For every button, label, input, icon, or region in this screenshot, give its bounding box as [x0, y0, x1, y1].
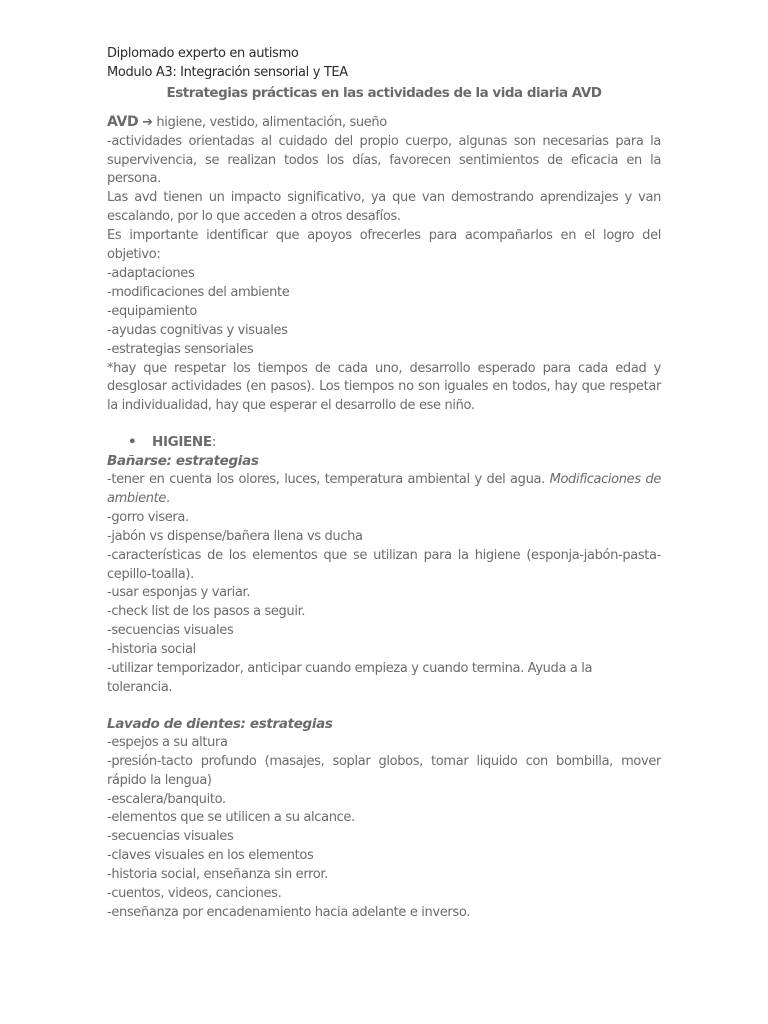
- arrow-icon: ➔: [142, 114, 153, 130]
- bath-item: -gorro visera.: [107, 509, 189, 525]
- bath-item: -check list de los pasos a seguir.: [107, 604, 306, 620]
- bath-item: -secuencias visuales: [107, 623, 234, 639]
- support-item: -adaptaciones: [107, 265, 195, 281]
- note-paragraph: *hay que respetar los tiempos de cada uno, desarrollo esperado para cada edad y desglosar actividades (en pasos). Los tiempos no son iguales en todos, hay que respetar la individualidad, hay que esperar el desarrollo de ese niño.: [107, 360, 661, 414]
- support-item: -ayudas cognitivas y visuales: [107, 322, 288, 338]
- teeth-item: -claves visuales en los elementos: [107, 848, 314, 864]
- avd-line: [107, 113, 661, 133]
- module-name: Modulo A3: Integración sensorial y TEA: [107, 64, 348, 80]
- bullet-icon: •: [128, 434, 137, 451]
- teeth-item: -escalera/banquito.: [107, 791, 226, 807]
- bath-item-italic: Modificaciones de ambiente: [107, 472, 661, 506]
- document-body: [107, 45, 661, 923]
- intro-paragraph: Es importante identificar que apoyos ofrecerles para acompañarlos en el logro del objetivo:: [107, 228, 661, 263]
- intro-paragraph: -actividades orientadas al cuidado del propio cuerpo, algunas son necesarias para la supervivencia, se realizan todos los días, favorecen sentimientos de eficacia en la persona.: [107, 133, 661, 187]
- support-item: -estrategias sensoriales: [107, 341, 254, 357]
- hygiene-colon: :: [211, 434, 216, 451]
- avd-label: AVD: [107, 113, 139, 130]
- teeth-item: -espejos a su altura: [107, 734, 228, 750]
- bath-item: -historia social: [107, 642, 196, 658]
- document-title: Estrategias prácticas en las actividades de la vida diaria AVD: [166, 84, 602, 101]
- bath-item: -utilizar temporizador, anticipar cuando empieza y cuando termina. Ayuda a la tolerancia.: [107, 661, 593, 695]
- teeth-item: -presión-tacto profundo (masajes, soplar globos, tomar liquido con bombilla, mover rápido la lengua): [107, 753, 661, 788]
- support-item: -equipamiento: [107, 303, 198, 319]
- teeth-item: -elementos que se utilicen a su alcance.: [107, 810, 355, 826]
- spacer: [107, 416, 661, 433]
- teeth-item: -historia social, enseñanza sin error.: [107, 867, 328, 883]
- bath-item: [107, 471, 661, 509]
- bath-heading: Bañarse: estrategias: [107, 453, 259, 470]
- avd-items: higiene, vestido, alimentación, sueño: [152, 114, 387, 130]
- bath-item: -usar esponjas y variar.: [107, 585, 251, 601]
- bath-item-text: -tener en cuenta los olores, luces, temperatura ambiental y del agua.: [107, 472, 550, 488]
- spacer: [107, 698, 661, 715]
- teeth-item: -enseñanza por encadenamiento hacia adelante e inverso.: [107, 904, 470, 920]
- bath-item: -características de los elementos que se utilizan para la higiene (esponja-jabón-pasta-cepillo-toalla).: [107, 547, 661, 582]
- teeth-heading: Lavado de dientes: estrategias: [107, 715, 333, 732]
- teeth-item: -secuencias visuales: [107, 829, 234, 845]
- teeth-item: -cuentos, videos, canciones.: [107, 886, 282, 902]
- support-item: -modificaciones del ambiente: [107, 284, 290, 300]
- intro-paragraph: Las avd tienen un impacto significativo, ya que van demostrando aprendizajes y van escalando, por lo que acceden a otros desafíos.: [107, 190, 661, 225]
- course-name: Diplomado experto en autismo: [107, 46, 299, 61]
- bath-item: -jabón vs dispense/bañera llena vs ducha: [107, 528, 363, 544]
- hygiene-heading-text: HIGIENE: [152, 434, 212, 451]
- bath-item-end: .: [166, 490, 170, 506]
- hygiene-heading: [107, 433, 661, 452]
